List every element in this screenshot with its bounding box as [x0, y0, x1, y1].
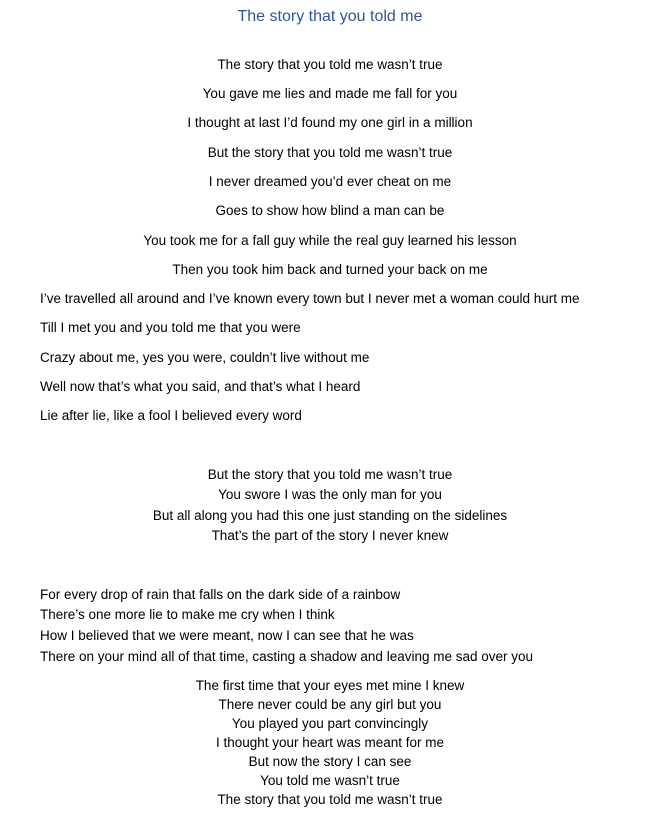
lyric-line: The story that you told me wasn’t true	[217, 57, 443, 72]
lyric-line: There never could be any girl but you	[218, 697, 442, 712]
lyric-line: But all along you had this one just standing on the sidelines	[152, 508, 508, 523]
lyric-line: Lie after lie, like a fool I believed every word	[40, 408, 302, 423]
lyric-line: Goes to show how blind a man can be	[215, 203, 445, 218]
lyric-line: There on your mind all of that time, casting a shadow and leaving me sad over you	[40, 649, 534, 664]
lyric-line: I never dreamed you’d ever cheat on me	[208, 174, 452, 189]
lyric-line: Till I met you and you told me that you were	[40, 320, 301, 335]
lyric-line: The first time that your eyes met mine I knew	[195, 678, 465, 693]
lyric-line: I thought your heart was meant for me	[215, 735, 445, 750]
lyric-line: That’s the part of the story I never knew	[211, 528, 449, 543]
lyric-line: But the story that you told me wasn’t true	[207, 467, 453, 482]
lyric-line: You gave me lies and made me fall for you	[202, 86, 458, 101]
lyric-line: I’ve travelled all around and I’ve known every town but I never met a woman could hurt me	[40, 291, 580, 306]
lyric-line: You played you part convincingly	[231, 716, 429, 731]
lyric-line: How I believed that we were meant, now I can see that he was	[40, 628, 414, 643]
document-title: The story that you told me	[237, 8, 423, 25]
lyric-line: Crazy about me, yes you were, couldn’t live without me	[40, 350, 370, 365]
lyric-line: The story that you told me wasn’t true	[217, 792, 443, 807]
lyric-line: But the story that you told me wasn’t true	[207, 145, 453, 160]
lyric-line: Then you took him back and turned your back on me	[172, 262, 488, 277]
lyric-line: You swore I was the only man for you	[218, 487, 442, 502]
lyric-line: Well now that’s what you said, and that’s what I heard	[40, 379, 361, 394]
lyric-line: I thought at last I’d found my one girl in a million	[187, 115, 473, 130]
lyric-line: But now the story I can see	[248, 754, 412, 769]
lyric-line: For every drop of rain that falls on the dark side of a rainbow	[40, 587, 401, 602]
lyric-line: There’s one more lie to make me cry when I think	[40, 607, 335, 622]
lyric-line: You told me wasn’t true	[260, 773, 400, 788]
lyric-line: You took me for a fall guy while the real guy learned his lesson	[143, 233, 517, 248]
